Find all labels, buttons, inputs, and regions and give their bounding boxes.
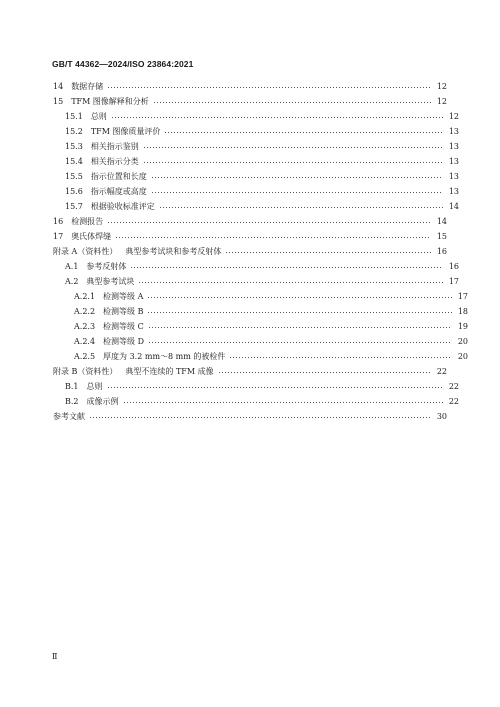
toc-entry[interactable] xyxy=(53,365,447,379)
toc-entry-page: 12 xyxy=(448,112,459,121)
toc-entry-title: 厚度为 3.2 mm～8 mm 的被检件 xyxy=(103,352,226,361)
toc-entry-title: 典型参考试块和参考反射体 xyxy=(125,247,222,256)
dot-leader xyxy=(130,267,443,268)
toc-entry-page: 17 xyxy=(448,277,459,286)
toc-entry[interactable] xyxy=(53,275,459,289)
toc-entry[interactable] xyxy=(53,200,459,214)
toc-entry[interactable] xyxy=(53,215,447,229)
toc-entry[interactable] xyxy=(53,320,468,334)
dot-leader xyxy=(111,117,443,118)
dot-leader xyxy=(151,192,443,193)
toc-entry[interactable] xyxy=(53,80,447,94)
toc-entry-title: 参考反射体 xyxy=(86,262,127,271)
toc-entry-page: 13 xyxy=(448,157,459,166)
toc-entry-page: 19 xyxy=(457,322,468,331)
dot-leader xyxy=(229,357,452,358)
toc-entry-number: 15.1 xyxy=(65,112,83,121)
page-number: Ⅱ xyxy=(52,652,58,661)
toc-entry-number: A.2.5 xyxy=(74,352,96,361)
toc-entry-title: 奥氏体焊缝 xyxy=(71,232,112,241)
dot-leader xyxy=(143,162,443,163)
toc-entry-page: 12 xyxy=(436,97,447,106)
dot-leader xyxy=(107,222,431,223)
dot-leader xyxy=(147,297,452,298)
toc-entry-number: B.2 xyxy=(65,397,79,406)
toc-entry-page: 16 xyxy=(436,247,447,256)
toc-entry[interactable] xyxy=(53,155,459,169)
toc-entry-number: 15.6 xyxy=(65,187,83,196)
toc-entry-number: A.2 xyxy=(65,277,79,286)
toc-entry[interactable] xyxy=(53,185,459,199)
toc-entry[interactable] xyxy=(53,395,459,409)
toc-entry-page: 12 xyxy=(436,82,447,91)
toc-entry-title: 检测等级 C xyxy=(103,322,144,331)
toc-entry-title: 检测报告 xyxy=(71,217,104,226)
toc-entry-number: A.2.2 xyxy=(74,307,96,316)
dot-leader xyxy=(218,372,431,373)
toc-entry-title: 数据存储 xyxy=(71,82,104,91)
toc-entry-title: 检测等级 D xyxy=(103,337,145,346)
toc-entry[interactable] xyxy=(53,410,447,424)
toc-entry-page: 14 xyxy=(448,202,459,211)
toc-entry-number: 16 xyxy=(53,217,64,226)
dot-leader xyxy=(107,387,443,388)
toc-entry-page: 13 xyxy=(448,172,459,181)
toc-entry[interactable] xyxy=(53,140,459,154)
dot-leader xyxy=(164,132,443,133)
toc-entry-number: B.1 xyxy=(65,382,79,391)
toc-entry-page: 18 xyxy=(457,307,468,316)
toc-entry-title: 总则 xyxy=(90,112,107,121)
toc-entry-page: 20 xyxy=(457,337,468,346)
toc-entry-number: 附录 A（资料性） xyxy=(53,247,118,256)
toc-entry-page: 16 xyxy=(448,262,459,271)
toc-entry[interactable] xyxy=(53,95,447,109)
toc-entry-title: 检测等级 A xyxy=(103,292,144,301)
toc-entry-title: TFM 图像解释和分析 xyxy=(71,97,149,106)
toc-entry-title: 典型不连续的 TFM 成像 xyxy=(125,367,214,376)
toc-entry-page: 22 xyxy=(448,397,459,406)
dot-leader xyxy=(89,417,431,418)
toc-entry-number: 15 xyxy=(53,97,64,106)
toc-entry-title: 相关指示鉴别 xyxy=(90,142,139,151)
toc-entry-page: 14 xyxy=(436,217,447,226)
toc-entry-page: 30 xyxy=(436,412,447,421)
dot-leader xyxy=(151,177,443,178)
toc-entry-number: A.2.4 xyxy=(74,337,96,346)
dot-leader xyxy=(148,342,452,343)
toc-entry-title: 成像示例 xyxy=(86,397,119,406)
dot-leader xyxy=(115,237,431,238)
toc-entry[interactable] xyxy=(53,245,447,259)
toc-entry-number: 15.5 xyxy=(65,172,83,181)
toc-entry[interactable] xyxy=(53,260,459,274)
toc-entry[interactable] xyxy=(53,305,468,319)
toc-entry-title: 指示幅度或高度 xyxy=(90,187,147,196)
toc-entry-page: 13 xyxy=(448,142,459,151)
dot-leader xyxy=(148,327,452,328)
toc-entry-title: 指示位置和长度 xyxy=(90,172,147,181)
toc-entry[interactable] xyxy=(53,230,447,244)
toc-entry-title: 根据验收标准评定 xyxy=(90,202,155,211)
toc-entry[interactable] xyxy=(53,170,459,184)
dot-leader xyxy=(153,102,431,103)
toc-entry-number: A.1 xyxy=(65,262,79,271)
toc-entry-number: 附录 B（资料性） xyxy=(53,367,118,376)
toc-entry[interactable] xyxy=(53,350,468,364)
toc-entry-number: 15.2 xyxy=(65,127,83,136)
dot-leader xyxy=(147,312,452,313)
dot-leader xyxy=(159,207,443,208)
dot-leader xyxy=(123,402,443,403)
toc-entry-title: 相关指示分类 xyxy=(90,157,139,166)
toc-entry-number: 15.7 xyxy=(65,202,83,211)
toc-entry-page: 15 xyxy=(436,232,447,241)
toc-entry-number: A.2.3 xyxy=(74,322,96,331)
dot-leader xyxy=(143,147,443,148)
toc-entry-number: 15.3 xyxy=(65,142,83,151)
toc-entry[interactable] xyxy=(53,110,459,124)
toc-entry-title: TFM 图像质量评价 xyxy=(90,127,161,136)
toc-entry-page: 17 xyxy=(457,292,468,301)
toc-entry-title: 总则 xyxy=(86,382,103,391)
toc-entry-number: 15.4 xyxy=(65,157,83,166)
dot-leader xyxy=(107,87,431,88)
toc-entry-title: 典型参考试块 xyxy=(86,277,135,286)
toc-entry-page: 22 xyxy=(436,367,447,376)
toc-entry-page: 20 xyxy=(457,352,468,361)
toc-entry-page: 13 xyxy=(448,127,459,136)
toc-entry-page: 13 xyxy=(448,187,459,196)
toc-entry[interactable] xyxy=(53,335,468,349)
dot-leader xyxy=(225,252,431,253)
dot-leader xyxy=(138,282,443,283)
toc-entry[interactable] xyxy=(53,125,459,139)
toc-entry-number: 17 xyxy=(53,232,64,241)
toc-entry-number: 14 xyxy=(53,82,64,91)
standard-code-header: GB/T 44362—2024/ISO 23864:2021 xyxy=(52,59,194,69)
toc-entry-title: 参考文献 xyxy=(53,412,85,421)
toc-entry-page: 22 xyxy=(448,382,459,391)
toc-entry[interactable] xyxy=(53,290,468,304)
toc-entry-title: 检测等级 B xyxy=(103,307,144,316)
toc-entry-number: A.2.1 xyxy=(74,292,96,301)
toc-entry[interactable] xyxy=(53,380,459,394)
